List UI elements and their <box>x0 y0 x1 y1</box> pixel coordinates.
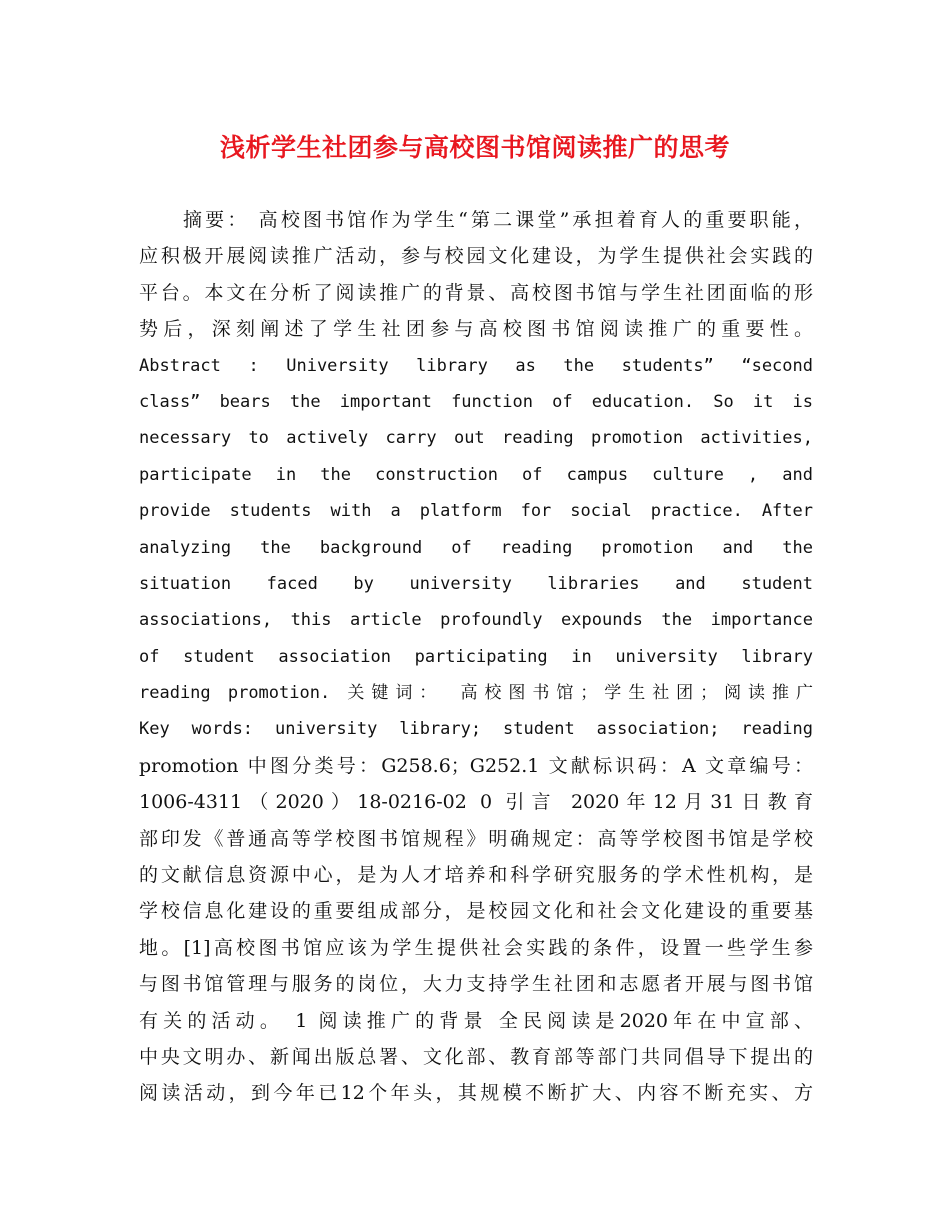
english-abstract-line: of student association participating in university library <box>139 646 813 667</box>
body-line: 与图书馆管理与服务的岗位，大力支持学生社团和志愿者开展与图书馆 <box>139 973 813 996</box>
body-line: 地。[1]高校图书馆应该为学生提供社会实践的条件，设置一些学生参 <box>139 936 813 959</box>
body-line: 学校信息化建设的重要组成部分，是校园文化和社会文化建设的重要基 <box>139 900 813 923</box>
keywords-line: reading promotion. 关键词： 高校图书馆；学生社团；阅读推广 <box>139 683 813 704</box>
abstract-line: 平台。本文在分析了阅读推广的背景、高校图书馆与学生社团面临的形 <box>139 281 813 304</box>
english-abstract-line: associations, this article profoundly expounds the importance <box>139 610 813 631</box>
english-abstract-line: Abstract : University library as the students” “second <box>139 355 813 376</box>
english-abstract-line: necessary to actively carry out reading promotion activities, <box>139 428 813 449</box>
document-body <box>139 202 813 1112</box>
body-line: 阅读活动，到今年已12个年头，其规模不断扩大、内容不断充实、方 <box>139 1082 813 1105</box>
english-keywords-line: Key words: university library; student association; reading <box>139 719 813 740</box>
english-abstract-line: class” bears the important function of education. So it is <box>139 391 813 412</box>
english-abstract-line: situation faced by university libraries and student <box>139 573 813 594</box>
english-abstract-line: participate in the construction of campus culture , and <box>139 464 813 485</box>
body-line: 有关的活动。 1 阅读推广的背景 全民阅读是2020年在中宣部、 <box>139 1009 813 1032</box>
article-number-line: 1006-4311（2020）18-0216-02 0 引言 2020年12月31日教育 <box>139 791 813 814</box>
english-abstract-line: provide students with a platform for social practice. After <box>139 501 813 522</box>
document-title: 浅析学生社团参与高校图书馆阅读推广的思考 <box>219 133 730 162</box>
body-line: 的文献信息资源中心，是为人才培养和科学研究服务的学术性机构，是 <box>139 864 813 887</box>
body-line: 部印发《普通高等学校图书馆规程》明确规定：高等学校图书馆是学校 <box>139 827 813 850</box>
body-line: 中央文明办、新闻出版总署、文化部、教育部等部门共同倡导下提出的 <box>139 1045 813 1068</box>
abstract-line: 应积极开展阅读推广活动，参与校园文化建设，为学生提供社会实践的 <box>139 245 813 268</box>
english-abstract-line: analyzing the background of reading promotion and the <box>139 537 813 558</box>
abstract-line: 势后，深刻阐述了学生社团参与高校图书馆阅读推广的重要性。 <box>139 318 813 341</box>
classification-line: promotion 中图分类号：G258.6；G252.1 文献标识码：A 文章编号： <box>139 754 813 777</box>
abstract-line: 摘要： 高校图书馆作为学生“第二课堂”承担着育人的重要职能， <box>183 209 813 231</box>
